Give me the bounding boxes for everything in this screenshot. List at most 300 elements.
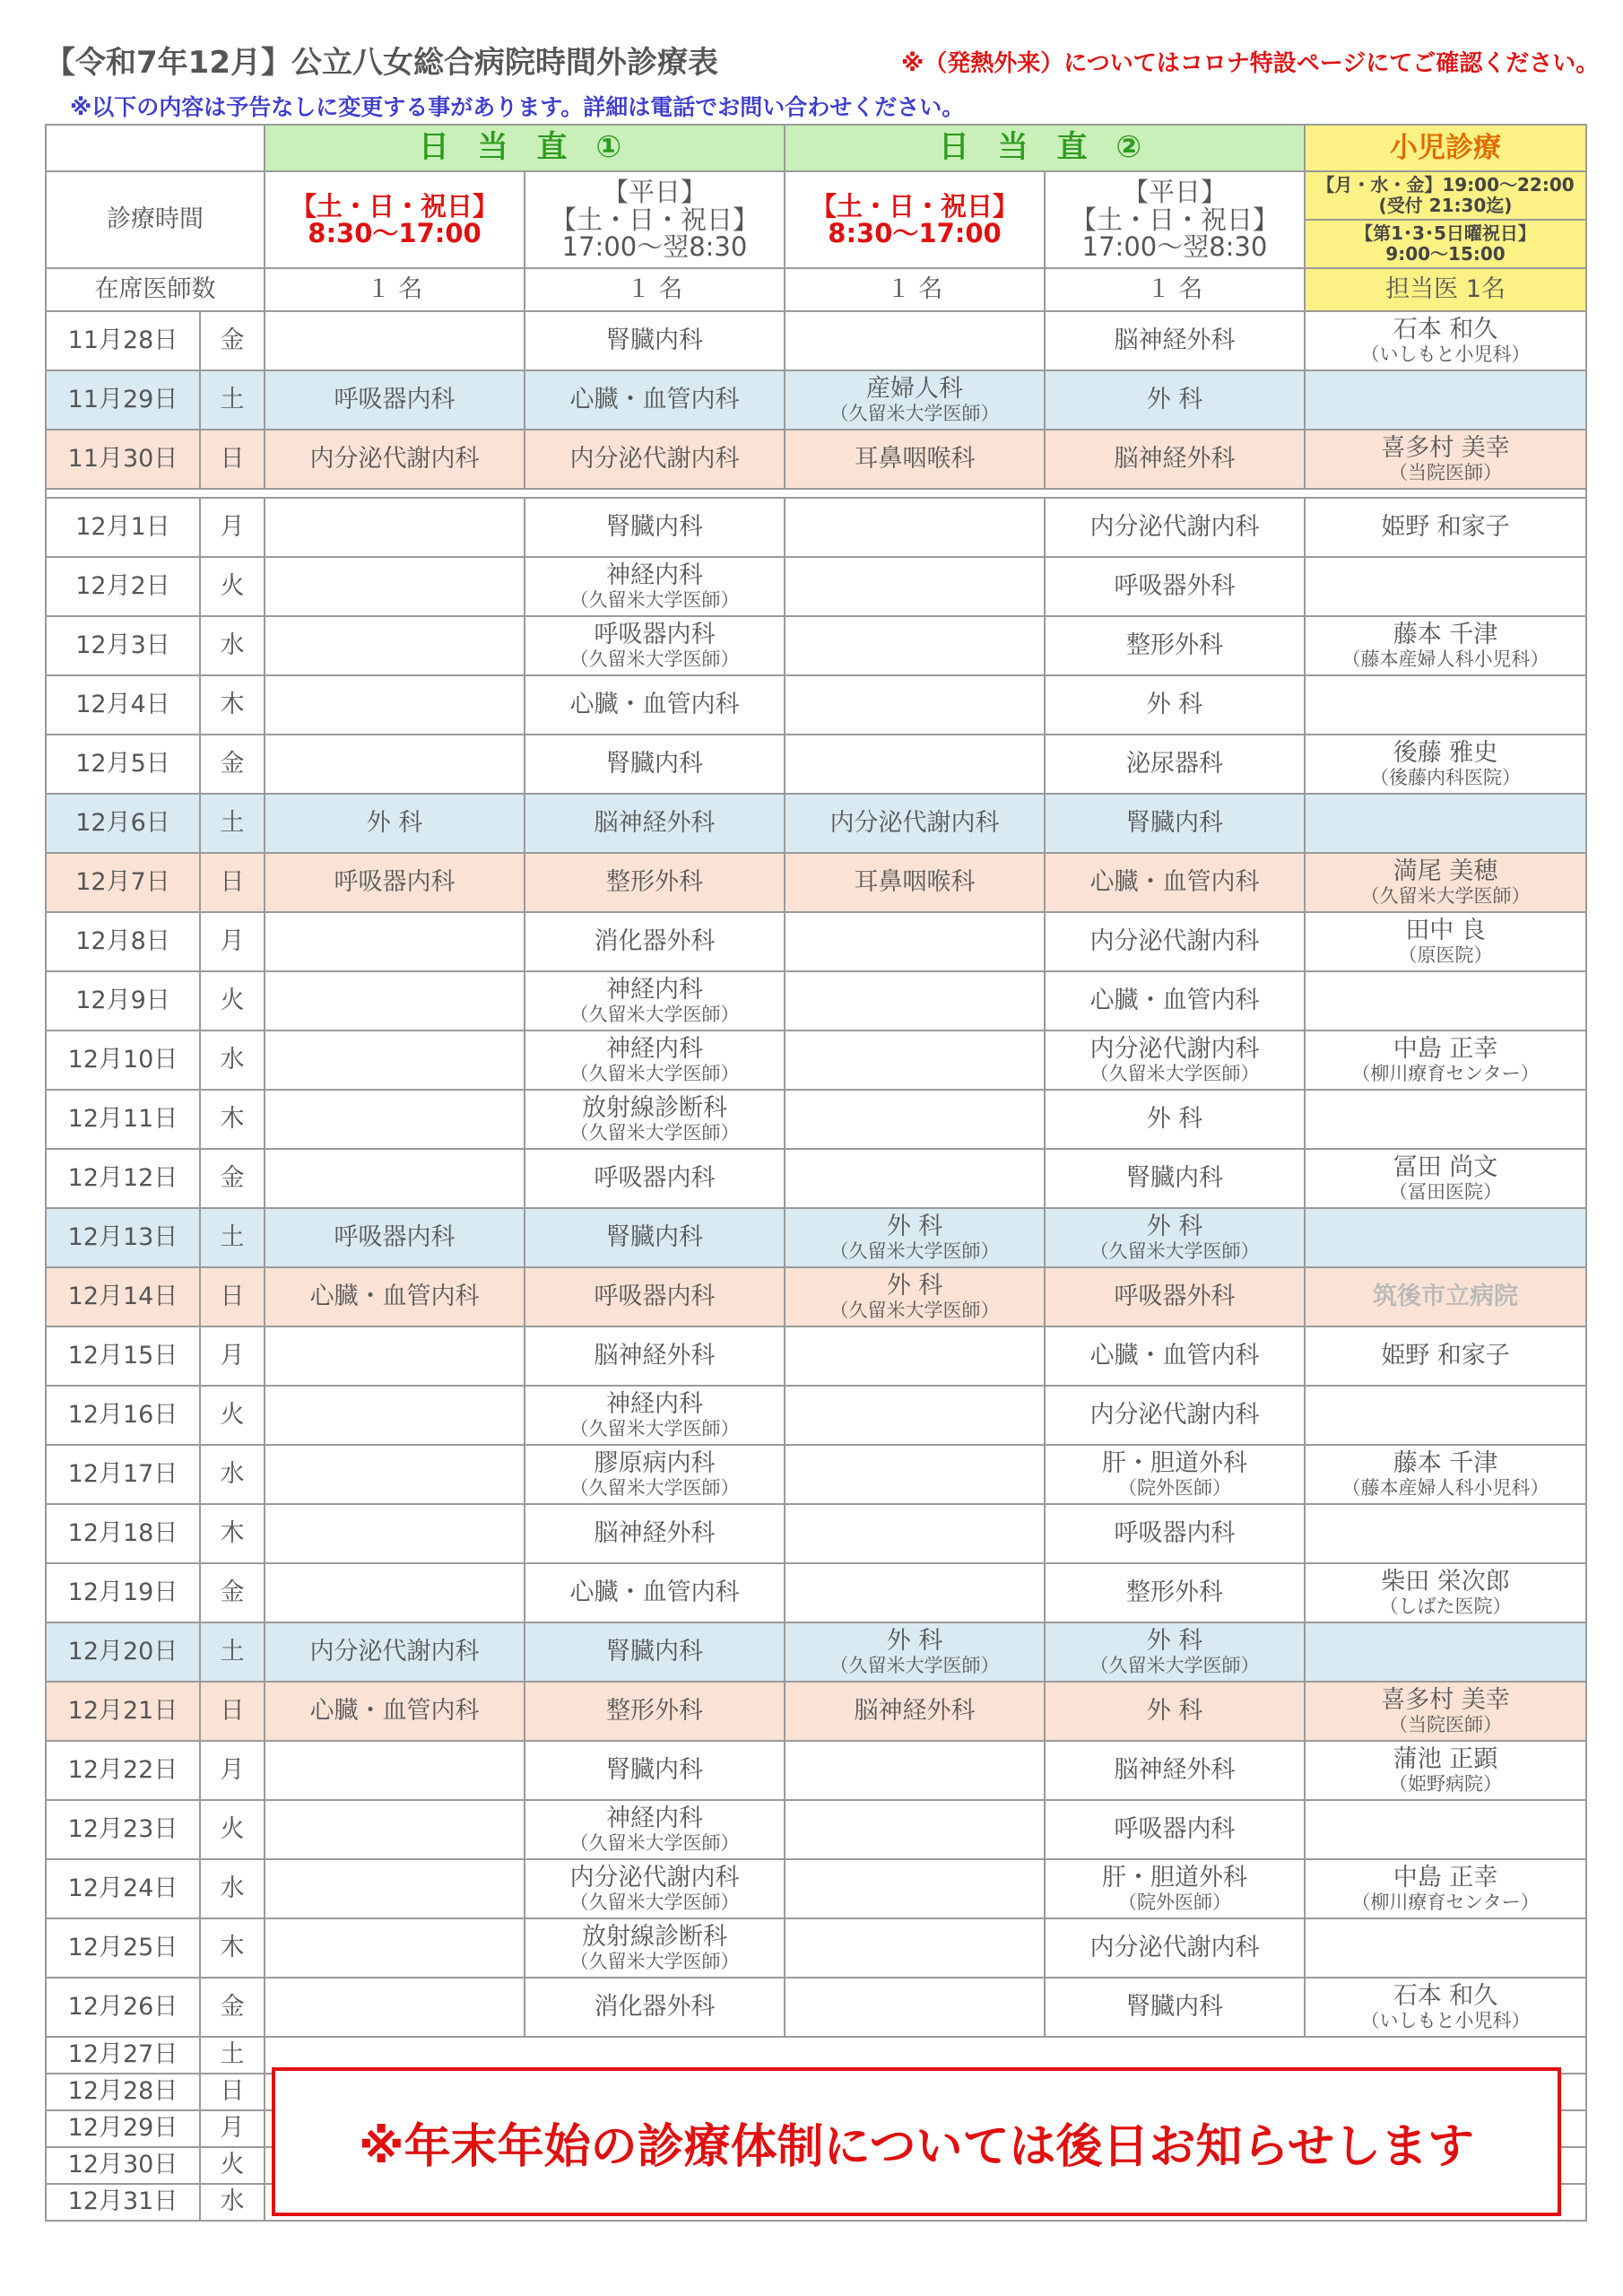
weekday-cell-text: 木	[220, 1518, 245, 1547]
date-cell	[46, 1504, 200, 1563]
weekday-cell-text: 土	[220, 1222, 245, 1251]
duty1-night-cell-text: 整形外科	[606, 867, 703, 896]
date-cell-text: 12月25日	[67, 1933, 178, 1961]
date-cell-text: 12月2日	[75, 571, 170, 600]
duty1-holiday-hours	[265, 171, 525, 268]
pediatric-cell-affiliation: （姫野病院）	[1389, 1772, 1502, 1795]
weekday-cell	[200, 1031, 265, 1090]
duty1-night-cell-text: 放射線診断科	[582, 1094, 727, 1123]
date-cell	[46, 311, 200, 370]
date-cell-text: 12月29日	[67, 2114, 178, 2143]
ped-reception-line: (受付 21:30迄)	[1378, 195, 1513, 216]
duty2-day-cell	[785, 675, 1045, 735]
weekday-cell	[200, 2037, 265, 2074]
duty1-day-cell	[265, 1326, 525, 1386]
weekday-cell-text: 金	[220, 1578, 245, 1606]
date-cell	[46, 498, 200, 557]
pediatric-cell	[1305, 1918, 1586, 1978]
duty2-night-cell	[1045, 1031, 1305, 1090]
duty2-night-cell-text: 腎臓内科	[1126, 1163, 1223, 1192]
pediatric-cell-affiliation: （いしもと小児科）	[1360, 343, 1531, 365]
schedule-table	[45, 124, 1587, 2222]
duty1-night-cell	[525, 794, 785, 853]
duty2-night-cell-text: 泌尿器科	[1126, 749, 1223, 778]
weekday-cell	[200, 2074, 265, 2110]
duty2-night-cell-text: 整形外科	[1126, 631, 1223, 659]
duty1-night-cell	[525, 311, 785, 370]
duty2-night-cell-affiliation: （院外医師）	[1118, 1891, 1231, 1913]
duty2-night-cell-text: 内分泌代謝内科	[1089, 1035, 1260, 1064]
duty1-day-cell-text: 心臓・血管内科	[309, 1696, 480, 1725]
weekday-cell-text: 日	[220, 867, 245, 896]
pediatric-cell-text: 喜多村 美幸	[1381, 434, 1510, 463]
duty2-night-cell	[1045, 1859, 1305, 1918]
holiday-hours-label: 8:30～17:00	[308, 218, 482, 248]
duty1-day-cell	[265, 616, 525, 675]
weekday-cell-text: 木	[220, 690, 245, 718]
duty1-night-cell	[525, 1741, 785, 1800]
duty2-night-cell	[1045, 1682, 1305, 1741]
date-cell-text: 12月30日	[67, 2151, 178, 2179]
duty2-night-cell-text: 内分泌代謝内科	[1089, 1933, 1260, 1961]
date-cell-text: 12月18日	[67, 1518, 178, 1547]
duty2-night-cell-text: 呼吸器外科	[1114, 571, 1236, 600]
duty2-night-cell	[1045, 616, 1305, 675]
weekday-cell	[200, 1682, 265, 1741]
pediatric-cell	[1305, 557, 1586, 616]
duty1-day-cell	[265, 1208, 525, 1267]
pediatric-cell	[1305, 311, 1586, 370]
duty2-night-cell-text: 呼吸器外科	[1114, 1282, 1236, 1310]
weekday-cell-text: 土	[220, 385, 245, 413]
duty1-day-cell	[265, 498, 525, 557]
duty1-night-cell	[525, 1682, 785, 1741]
duty2-day-cell-text: 外 科	[886, 1272, 943, 1300]
pediatric-cell	[1305, 616, 1586, 675]
pediatric-cell	[1305, 1563, 1586, 1622]
date-cell	[46, 2037, 200, 2074]
duty1-day-cell	[265, 1267, 525, 1326]
duty2-night-cell-text: 外 科	[1146, 385, 1203, 413]
duty1-day-cell	[265, 1859, 525, 1918]
pediatric-cell	[1305, 912, 1586, 971]
duty2-night-cell	[1045, 1504, 1305, 1563]
pediatric-cell-text: 中島 正幸	[1393, 1864, 1498, 1892]
schedule-row	[46, 1267, 1586, 1326]
duty1-night-cell	[525, 853, 785, 912]
duty1-day-cell	[265, 1800, 525, 1859]
duty1-night-cell-affiliation: （久留米大学医師）	[569, 1003, 740, 1025]
pediatric-cell	[1305, 1267, 1586, 1326]
weekday-cell-text: 月	[220, 1341, 245, 1370]
date-cell-text: 12月8日	[75, 926, 170, 955]
duty2-night-cell-text: 外 科	[1146, 1696, 1203, 1725]
weekday-cell-text: 月	[220, 512, 245, 541]
pediatric-cell	[1305, 1978, 1586, 2037]
weekday-cell-text: 水	[220, 1874, 245, 1902]
duty1-night-cell	[525, 1859, 785, 1918]
date-cell-text: 11月28日	[67, 326, 178, 354]
weekday-cell-text: 月	[220, 926, 245, 955]
schedule-row	[46, 430, 1586, 489]
schedule-row	[46, 1504, 1586, 1563]
schedule-row	[46, 1741, 1586, 1800]
date-cell-text: 12月3日	[75, 631, 170, 659]
schedule-row	[46, 912, 1586, 971]
pediatric-cell-text: 満尾 美穂	[1393, 857, 1498, 886]
duty1-night-cell-text: 放射線診断科	[582, 1923, 727, 1952]
date-cell-text: 12月19日	[67, 1578, 178, 1606]
duty1-night-cell	[525, 370, 785, 430]
night-hours-label: 17:00～翌8:30	[561, 231, 748, 263]
duty2-day-cell	[785, 912, 1045, 971]
duty1-night-cell-text: 脳神経外科	[594, 1518, 716, 1547]
duty1-day-cell	[265, 1622, 525, 1682]
pediatric-cell-text: 中島 正幸	[1393, 1035, 1498, 1064]
date-cell	[46, 1208, 200, 1267]
date-cell	[46, 1445, 200, 1504]
pediatric-cell	[1305, 1386, 1586, 1445]
date-cell-text: 12月12日	[67, 1163, 178, 1192]
weekday-cell	[200, 794, 265, 853]
weekday-cell	[200, 971, 265, 1031]
doctor-count: １ 名	[785, 268, 1045, 311]
weekday-cell	[200, 1386, 265, 1445]
duty2-night-cell-affiliation: （久留米大学医師）	[1089, 1654, 1260, 1676]
doctor-count: １ 名	[1045, 268, 1305, 311]
duty2-night-cell	[1045, 1386, 1305, 1445]
duty1-night-cell	[525, 1208, 785, 1267]
duty2-night-cell	[1045, 498, 1305, 557]
duty2-day-cell-text: 耳鼻咽喉科	[854, 444, 976, 473]
duty1-night-hours	[525, 171, 785, 268]
duty2-night-cell-text: 整形外科	[1126, 1578, 1223, 1606]
pediatric-cell-text: 藤本 千津	[1393, 621, 1498, 649]
duty2-day-cell-text: 耳鼻咽喉科	[854, 867, 976, 896]
duty2-day-cell	[785, 370, 1045, 430]
date-cell	[46, 794, 200, 853]
duty1-night-cell-affiliation: （久留米大学医師）	[569, 1891, 740, 1913]
date-cell	[46, 1741, 200, 1800]
pediatric-cell	[1305, 1031, 1586, 1090]
schedule-row	[46, 1859, 1586, 1918]
duty2-day-cell	[785, 1149, 1045, 1208]
duty2-night-cell-text: 外 科	[1146, 1104, 1203, 1133]
weekday-cell	[200, 2110, 265, 2147]
pediatric-cell-affiliation: （しばた医院）	[1379, 1595, 1512, 1617]
date-cell	[46, 2184, 200, 2221]
duty1-night-cell-affiliation: （久留米大学医師）	[569, 648, 740, 670]
duty1-day-cell	[265, 1563, 525, 1622]
date-cell-text: 11月30日	[67, 444, 178, 473]
pediatric-doctor-count: 担当医 1名	[1305, 268, 1586, 311]
duty1-day-cell	[265, 1682, 525, 1741]
ped-sunday-hours: 9:00～15:00	[1385, 243, 1506, 265]
pediatric-cell	[1305, 430, 1586, 489]
weekday-cell-text: 火	[220, 986, 245, 1014]
duty1-night-cell	[525, 498, 785, 557]
weekday-cell-text: 水	[220, 631, 245, 659]
duty2-night-cell-affiliation: （院外医師）	[1118, 1476, 1231, 1499]
pediatric-cell-text: 柴田 栄次郎	[1381, 1568, 1510, 1596]
duty1-night-cell-text: 心臓・血管内科	[569, 385, 740, 413]
duty1-day-cell	[265, 1978, 525, 2037]
duty1-header: 日 当 直 ①	[265, 125, 785, 171]
duty1-night-cell	[525, 1031, 785, 1090]
duty1-night-cell-affiliation: （久留米大学医師）	[569, 1062, 740, 1084]
date-cell-text: 12月11日	[67, 1104, 178, 1133]
duty2-day-cell	[785, 1918, 1045, 1978]
duty2-day-cell	[785, 1800, 1045, 1859]
date-cell-text: 12月10日	[67, 1045, 178, 1074]
weekday-cell-text: 火	[220, 2151, 245, 2179]
duty1-night-cell-text: 整形外科	[606, 1696, 703, 1725]
duty2-day-cell	[785, 1504, 1045, 1563]
duty1-night-cell-affiliation: （久留米大学医師）	[569, 1417, 740, 1439]
duty1-night-cell	[525, 1090, 785, 1149]
duty1-night-cell	[525, 1326, 785, 1386]
pediatric-cell-affiliation: （柳川療育センター）	[1351, 1891, 1540, 1913]
duty2-day-cell-text: 内分泌代謝内科	[829, 808, 1000, 837]
weekday-cell	[200, 311, 265, 370]
pediatric-cell	[1305, 1326, 1586, 1386]
duty2-night-cell	[1045, 853, 1305, 912]
duty2-day-cell	[785, 1445, 1045, 1504]
duty2-night-cell-text: 外 科	[1146, 1213, 1203, 1241]
schedule-row	[46, 1149, 1586, 1208]
duty1-night-cell	[525, 1386, 785, 1445]
date-cell-text: 12月7日	[75, 867, 170, 896]
duty1-night-cell-text: 腎臓内科	[606, 512, 703, 541]
weekday-cell-text: 日	[220, 2077, 245, 2106]
duty2-day-cell	[785, 1031, 1045, 1090]
date-cell	[46, 2074, 200, 2110]
duty1-day-cell	[265, 912, 525, 971]
date-cell-text: 12月13日	[67, 1222, 178, 1251]
duty2-day-cell	[785, 794, 1045, 853]
duty2-day-cell	[785, 1741, 1045, 1800]
night-hours-label: 17:00～翌8:30	[1081, 231, 1268, 263]
duty2-night-cell-text: 脳神経外科	[1114, 1755, 1236, 1784]
duty1-night-cell	[525, 675, 785, 735]
duty1-night-cell-text: 脳神経外科	[594, 1341, 716, 1370]
duty1-night-cell	[525, 1622, 785, 1682]
weekday-cell	[200, 1149, 265, 1208]
duty1-night-cell	[525, 1149, 785, 1208]
pediatric-cell-text: 石本 和久	[1393, 1982, 1498, 2011]
duty1-day-cell	[265, 971, 525, 1031]
date-cell	[46, 1800, 200, 1859]
duty2-night-cell	[1045, 1090, 1305, 1149]
pediatric-cell	[1305, 1208, 1586, 1267]
pediatric-cell-affiliation: （後藤内科医院）	[1370, 766, 1521, 788]
duty1-day-cell	[265, 311, 525, 370]
duty2-night-cell	[1045, 1149, 1305, 1208]
weekday-cell-text: 水	[220, 1045, 245, 1074]
duty1-day-cell	[265, 1918, 525, 1978]
weekday-days-label: 【土・日・祝日】	[1070, 204, 1279, 235]
duty2-header: 日 当 直 ②	[785, 125, 1305, 171]
duty2-night-cell	[1045, 1622, 1305, 1682]
duty2-day-cell-text: 脳神経外科	[854, 1696, 976, 1725]
weekday-cell	[200, 1090, 265, 1149]
duty1-night-cell-text: 神経内科	[606, 561, 703, 590]
weekday-cell	[200, 1741, 265, 1800]
duty1-night-cell-text: 神経内科	[606, 1390, 703, 1419]
date-cell	[46, 1267, 200, 1326]
duty2-night-cell-text: 心臓・血管内科	[1089, 1341, 1260, 1370]
weekday-cell-text: 日	[220, 444, 245, 473]
pediatric-cell-affiliation: （当院医師）	[1389, 1713, 1502, 1735]
weekday-cell	[200, 1267, 265, 1326]
schedule-row	[46, 735, 1586, 794]
schedule-row	[46, 311, 1586, 370]
date-cell	[46, 735, 200, 794]
date-cell	[46, 1978, 200, 2037]
weekday-cell-text: 土	[220, 808, 245, 837]
date-cell-text: 12月17日	[67, 1459, 178, 1488]
schedule-row	[46, 1031, 1586, 1090]
fever-clinic-note: ※（発熱外来）についてはコロナ特設ページにてご確認ください。	[901, 50, 1600, 77]
pediatric-cell	[1305, 971, 1586, 1031]
schedule-row	[46, 1563, 1586, 1622]
pediatric-cell-text: 藤本 千津	[1393, 1449, 1498, 1478]
pediatric-cell	[1305, 675, 1586, 735]
duty1-night-cell-text: 腎臓内科	[606, 326, 703, 354]
duty2-day-cell-affiliation: （久留米大学医師）	[829, 402, 1000, 424]
duty2-night-cell	[1045, 794, 1305, 853]
duty1-night-cell	[525, 557, 785, 616]
weekday-cell-text: 木	[220, 1933, 245, 1961]
pediatric-cell-affiliation: （藤本産婦人科小児科）	[1341, 648, 1549, 670]
duty1-day-cell	[265, 794, 525, 853]
weekday-cell-text: 木	[220, 1104, 245, 1133]
duty2-day-cell-text: 外 科	[886, 1213, 943, 1241]
duty1-day-cell-text: 呼吸器内科	[334, 1222, 456, 1251]
pediatric-cell	[1305, 735, 1586, 794]
duty2-night-cell	[1045, 1445, 1305, 1504]
duty1-night-cell	[525, 1978, 785, 2037]
duty1-day-cell	[265, 1741, 525, 1800]
date-cell	[46, 853, 200, 912]
duty1-night-cell-text: 消化器外科	[594, 1992, 716, 2021]
weekday-label: 【平日】	[602, 177, 707, 208]
duty2-day-cell	[785, 1386, 1045, 1445]
weekday-cell	[200, 370, 265, 430]
duty2-day-cell	[785, 1859, 1045, 1918]
duty2-day-cell	[785, 1563, 1045, 1622]
duty1-night-cell	[525, 971, 785, 1031]
schedule-row	[46, 557, 1586, 616]
pediatric-cell	[1305, 1445, 1586, 1504]
duty1-night-cell-text: 呼吸器内科	[594, 1282, 716, 1310]
duty2-day-cell	[785, 1267, 1045, 1326]
duty1-night-cell	[525, 1267, 785, 1326]
date-cell	[46, 616, 200, 675]
pediatric-cell	[1305, 1800, 1586, 1859]
duty1-night-cell	[525, 735, 785, 794]
duty2-night-cell-affiliation: （久留米大学医師）	[1089, 1062, 1260, 1084]
duty1-day-cell-text: 心臓・血管内科	[309, 1282, 480, 1310]
weekday-cell-text: 土	[220, 2040, 245, 2069]
date-cell	[46, 971, 200, 1031]
duty1-day-cell	[265, 1504, 525, 1563]
duty1-night-cell-affiliation: （久留米大学医師）	[569, 1121, 740, 1144]
page-title: 【令和7年12月】公立八女総合病院時間外診療表	[45, 45, 718, 81]
duty1-day-cell	[265, 1445, 525, 1504]
weekday-cell	[200, 853, 265, 912]
date-cell-text: 12月23日	[67, 1814, 178, 1843]
date-cell	[46, 430, 200, 489]
holiday-hours-label: 8:30～17:00	[828, 218, 1002, 248]
weekday-cell	[200, 430, 265, 489]
weekday-days-label: 【土・日・祝日】	[550, 204, 759, 235]
duty2-night-cell-text: 内分泌代謝内科	[1089, 1400, 1260, 1429]
schedule-row	[46, 1800, 1586, 1859]
duty2-day-cell	[785, 735, 1045, 794]
weekday-cell	[200, 2184, 265, 2221]
schedule-row	[46, 1208, 1586, 1267]
duty1-night-cell-text: 膠原病内科	[594, 1449, 716, 1478]
duty1-night-cell-text: 腎臓内科	[606, 749, 703, 778]
duty2-night-cell	[1045, 1208, 1305, 1267]
doctor-count: １ 名	[525, 268, 785, 311]
date-cell	[46, 1031, 200, 1090]
duty1-day-cell	[265, 370, 525, 430]
duty1-day-cell	[265, 1031, 525, 1090]
duty2-night-cell-text: 腎臓内科	[1126, 1992, 1223, 2021]
duty2-night-cell-text: 外 科	[1146, 690, 1203, 718]
date-cell-text: 12月1日	[75, 512, 170, 541]
duty2-day-cell	[785, 557, 1045, 616]
duty2-day-cell	[785, 616, 1045, 675]
schedule-row	[46, 498, 1586, 557]
duty1-day-cell-text: 内分泌代謝内科	[309, 1637, 480, 1665]
pediatric-cell-affiliation: （原医院）	[1398, 944, 1493, 966]
duty2-night-cell	[1045, 1741, 1305, 1800]
holiday-days-label: 【土・日・祝日】	[290, 190, 499, 222]
schedule-row	[46, 675, 1586, 735]
duty2-day-cell-text: 外 科	[886, 1627, 943, 1656]
ped-hours-line: 【月・水・金】19:00～22:00	[1316, 174, 1575, 196]
date-cell	[46, 557, 200, 616]
duty1-night-cell-text: 脳神経外科	[594, 808, 716, 837]
schedule-row	[46, 370, 1586, 430]
duty2-night-cell	[1045, 675, 1305, 735]
duty1-night-cell	[525, 1445, 785, 1504]
weekday-cell	[200, 912, 265, 971]
pediatric-cell	[1305, 1741, 1586, 1800]
date-cell-text: 12月15日	[67, 1341, 178, 1370]
weekday-cell-text: 水	[220, 2187, 245, 2216]
duty2-night-hours	[1045, 171, 1305, 268]
pediatric-cell-text: 喜多村 美幸	[1381, 1686, 1510, 1715]
schedule-row	[46, 616, 1586, 675]
pediatric-hours	[1305, 171, 1586, 268]
pediatric-cell-text: 蒲池 正顕	[1393, 1745, 1498, 1774]
month-divider	[46, 489, 1586, 498]
duty1-day-cell	[265, 430, 525, 489]
weekday-cell-text: 火	[220, 1814, 245, 1843]
duty1-day-cell	[265, 735, 525, 794]
duty2-night-cell-text: 脳神経外科	[1114, 326, 1236, 354]
schedule-row	[46, 1326, 1586, 1386]
date-cell	[46, 1326, 200, 1386]
schedule-row	[46, 1978, 1586, 2037]
weekday-cell-text: 金	[220, 1163, 245, 1192]
date-cell	[46, 912, 200, 971]
schedule-row	[46, 1682, 1586, 1741]
